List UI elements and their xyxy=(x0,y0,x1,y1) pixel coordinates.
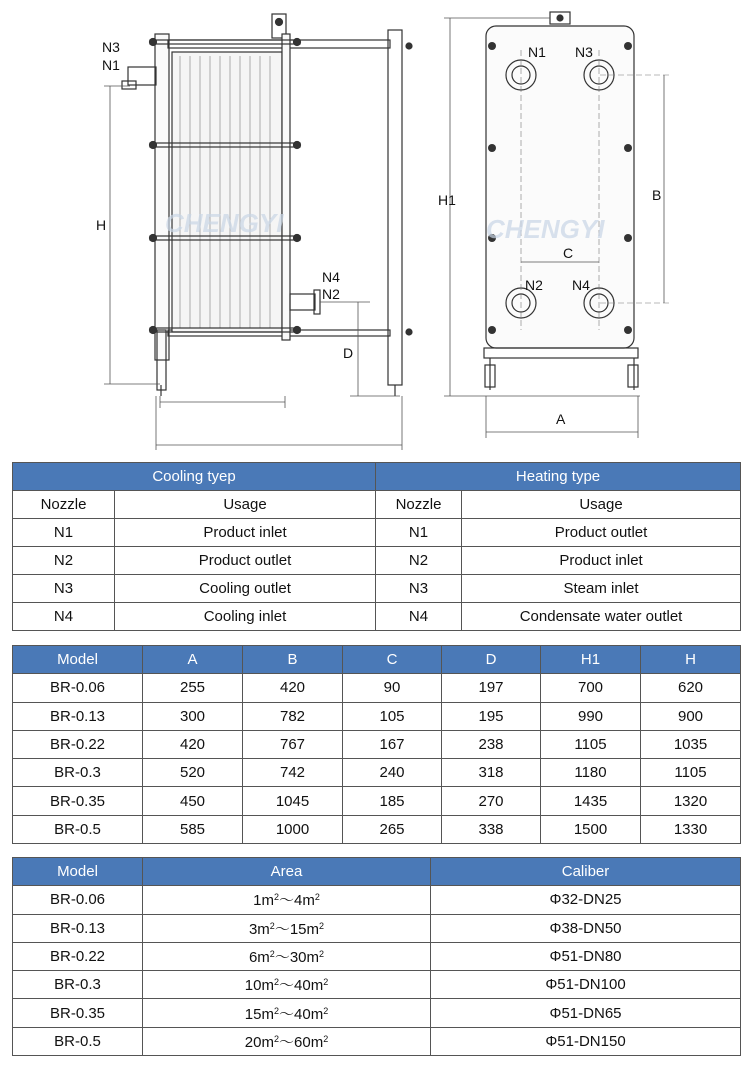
cell: BR-0.06 xyxy=(13,674,143,702)
cell: 300 xyxy=(143,702,243,730)
area-min: 6 xyxy=(248,949,258,967)
caliber-cell: Φ38-DN50 xyxy=(431,914,741,942)
side-label-h: H xyxy=(96,217,107,233)
area-unit: m xyxy=(306,920,320,938)
header-b: B xyxy=(243,646,343,674)
cell: 1435 xyxy=(541,787,641,815)
cooling-usage: Cooling inlet xyxy=(115,603,376,631)
area-sep: ～ xyxy=(274,920,290,938)
table-row xyxy=(13,674,741,702)
area-cell xyxy=(143,942,431,970)
area-cell xyxy=(143,1027,431,1055)
cell: 197 xyxy=(442,674,541,702)
area-sep: ～ xyxy=(278,1033,294,1051)
side-label-n1: N1 xyxy=(102,57,120,73)
cell: 1330 xyxy=(641,815,741,843)
cell: 270 xyxy=(442,787,541,815)
cell: 318 xyxy=(442,759,541,787)
heating-nozzle: N2 xyxy=(376,547,462,575)
heating-usage: Product outlet xyxy=(462,519,741,547)
cell: 195 xyxy=(442,702,541,730)
header-area: Area xyxy=(143,858,431,886)
cell: 1105 xyxy=(541,730,641,758)
cooling-nozzle: N3 xyxy=(13,575,115,603)
area-sup: 2 xyxy=(273,892,279,903)
cell: 90 xyxy=(343,674,442,702)
area-sup: 2 xyxy=(323,977,329,988)
area-min: 20 xyxy=(244,1033,262,1051)
area-cell xyxy=(143,999,431,1027)
cooling-usage: Product outlet xyxy=(115,547,376,575)
area-sup: 2 xyxy=(319,920,325,931)
table-row xyxy=(13,787,741,815)
cooling-nozzle: N4 xyxy=(13,603,115,631)
heat-exchanger-drawing xyxy=(0,0,750,460)
col-usage: Usage xyxy=(462,491,741,519)
cell: 782 xyxy=(243,702,343,730)
area-sup: 2 xyxy=(273,977,279,988)
heating-usage: Steam inlet xyxy=(462,575,741,603)
heating-nozzle: N3 xyxy=(376,575,462,603)
table-row xyxy=(13,575,741,603)
cell: 1045 xyxy=(243,787,343,815)
cell: BR-0.5 xyxy=(13,815,143,843)
area-sup: 2 xyxy=(314,892,320,903)
table-row xyxy=(13,759,741,787)
area-sup: 2 xyxy=(269,920,275,931)
area-sup: 2 xyxy=(319,949,325,960)
cell: 1180 xyxy=(541,759,641,787)
area-max: 40 xyxy=(294,1005,311,1023)
col-nozzle: Nozzle xyxy=(376,491,462,519)
table-row xyxy=(13,702,741,730)
side-label-n4: N4 xyxy=(322,269,340,285)
area-sup: 2 xyxy=(273,1005,279,1016)
area-cell xyxy=(143,971,431,999)
heating-nozzle: N1 xyxy=(376,519,462,547)
area-unit: m xyxy=(261,977,274,995)
area-max: 40 xyxy=(294,977,311,995)
area-sep: ～ xyxy=(274,949,290,967)
cell: 1000 xyxy=(243,815,343,843)
table-row xyxy=(13,1027,741,1055)
area-max: 30 xyxy=(289,949,307,967)
header-c: C xyxy=(343,646,442,674)
cell: 1035 xyxy=(641,730,741,758)
area-max: 15 xyxy=(289,920,307,938)
area-max: 60 xyxy=(294,1033,311,1051)
cell: BR-0.22 xyxy=(13,730,143,758)
table-row xyxy=(13,815,741,843)
front-label-b: B xyxy=(652,187,662,203)
caliber-cell: Φ32-DN25 xyxy=(431,886,741,914)
cell: 240 xyxy=(343,759,442,787)
cell: 700 xyxy=(541,674,641,702)
table-row xyxy=(13,942,741,970)
area-unit: m xyxy=(310,1005,324,1023)
cell: BR-0.35 xyxy=(13,787,143,815)
nozzle-table xyxy=(12,462,741,631)
cooling-usage: Cooling outlet xyxy=(115,575,376,603)
area-unit: m xyxy=(261,892,274,910)
area-caliber-table xyxy=(12,857,741,1056)
area-unit: m xyxy=(261,1033,274,1051)
front-label-n1: N1 xyxy=(528,44,546,60)
cell: 900 xyxy=(641,702,741,730)
dimension-header-row xyxy=(13,646,741,674)
caliber-cell: Φ51-DN80 xyxy=(431,942,741,970)
header-caliber: Caliber xyxy=(431,858,741,886)
cell: 585 xyxy=(143,815,243,843)
model-cell: BR-0.13 xyxy=(13,914,143,942)
table-row xyxy=(13,603,741,631)
side-label-n2: N2 xyxy=(322,286,340,302)
front-label-a: A xyxy=(556,411,566,427)
cell: 450 xyxy=(143,787,243,815)
model-cell: BR-0.5 xyxy=(13,1027,143,1055)
area-min: 10 xyxy=(244,977,262,995)
area-unit: m xyxy=(302,892,315,910)
nozzle-table-header-row xyxy=(13,491,741,519)
front-label-n2: N2 xyxy=(525,277,543,293)
area-unit: m xyxy=(257,949,270,967)
area-cell xyxy=(143,914,431,942)
front-label-n4: N4 xyxy=(572,277,590,293)
table-row xyxy=(13,547,741,575)
area-cell xyxy=(143,886,431,914)
cell: 238 xyxy=(442,730,541,758)
cell: 1105 xyxy=(641,759,741,787)
heating-usage: Product inlet xyxy=(462,547,741,575)
front-label-c: C xyxy=(563,245,574,261)
model-cell: BR-0.06 xyxy=(13,886,143,914)
header-model: Model xyxy=(13,646,143,674)
area-min: 3 xyxy=(248,920,258,938)
dimension-table xyxy=(12,645,741,844)
area-min: 1 xyxy=(253,892,262,910)
heating-title: Heating type xyxy=(376,463,741,491)
cell: BR-0.13 xyxy=(13,702,143,730)
cell: 1500 xyxy=(541,815,641,843)
cell: 105 xyxy=(343,702,442,730)
cell: 742 xyxy=(243,759,343,787)
caliber-cell: Φ51-DN65 xyxy=(431,999,741,1027)
area-sep: ～ xyxy=(278,1005,294,1023)
area-unit: m xyxy=(257,920,270,938)
cooling-title: Cooling tyep xyxy=(13,463,376,491)
cell: 520 xyxy=(143,759,243,787)
side-label-d: D xyxy=(343,345,354,361)
nozzle-table-title-row xyxy=(13,463,741,491)
cell: 990 xyxy=(541,702,641,730)
table-row xyxy=(13,886,741,914)
table-row xyxy=(13,519,741,547)
watermark-right: CHENGYI xyxy=(486,214,605,244)
area-unit: m xyxy=(261,1005,274,1023)
table-row xyxy=(13,971,741,999)
area-sup: 2 xyxy=(323,1033,329,1044)
cell: BR-0.3 xyxy=(13,759,143,787)
cell: 620 xyxy=(641,674,741,702)
cell: 265 xyxy=(343,815,442,843)
header-d: D xyxy=(442,646,541,674)
area-unit: m xyxy=(310,977,324,995)
area-sep: ～ xyxy=(278,892,294,910)
cell: 767 xyxy=(243,730,343,758)
header-a: A xyxy=(143,646,243,674)
table-row xyxy=(13,914,741,942)
cooling-usage: Product inlet xyxy=(115,519,376,547)
header-h: H xyxy=(641,646,741,674)
area-unit: m xyxy=(310,1033,324,1051)
header-model: Model xyxy=(13,858,143,886)
model-cell: BR-0.22 xyxy=(13,942,143,970)
caliber-cell: Φ51-DN100 xyxy=(431,971,741,999)
cell: 185 xyxy=(343,787,442,815)
cell: 420 xyxy=(243,674,343,702)
side-label-n3: N3 xyxy=(102,39,120,55)
header-h1: H1 xyxy=(541,646,641,674)
heating-usage: Condensate water outlet xyxy=(462,603,741,631)
cell: 338 xyxy=(442,815,541,843)
watermark-left: CHENGYI xyxy=(165,208,284,238)
cooling-nozzle: N1 xyxy=(13,519,115,547)
col-nozzle: Nozzle xyxy=(13,491,115,519)
cell: 167 xyxy=(343,730,442,758)
front-label-n3: N3 xyxy=(575,44,593,60)
table-row xyxy=(13,730,741,758)
cell: 1320 xyxy=(641,787,741,815)
area-sup: 2 xyxy=(273,1033,279,1044)
caliber-cell: Φ51-DN150 xyxy=(431,1027,741,1055)
table-row xyxy=(13,999,741,1027)
front-label-h1: H1 xyxy=(438,192,456,208)
model-cell: BR-0.3 xyxy=(13,971,143,999)
heating-nozzle: N4 xyxy=(376,603,462,631)
cell: 420 xyxy=(143,730,243,758)
area-header-row xyxy=(13,858,741,886)
area-unit: m xyxy=(306,949,320,967)
area-sep: ～ xyxy=(278,977,294,995)
cell: 255 xyxy=(143,674,243,702)
area-max: 4 xyxy=(294,892,303,910)
model-cell: BR-0.35 xyxy=(13,999,143,1027)
area-min: 15 xyxy=(244,1005,262,1023)
col-usage: Usage xyxy=(115,491,376,519)
area-sup: 2 xyxy=(269,949,275,960)
cooling-nozzle: N2 xyxy=(13,547,115,575)
area-sup: 2 xyxy=(323,1005,329,1016)
